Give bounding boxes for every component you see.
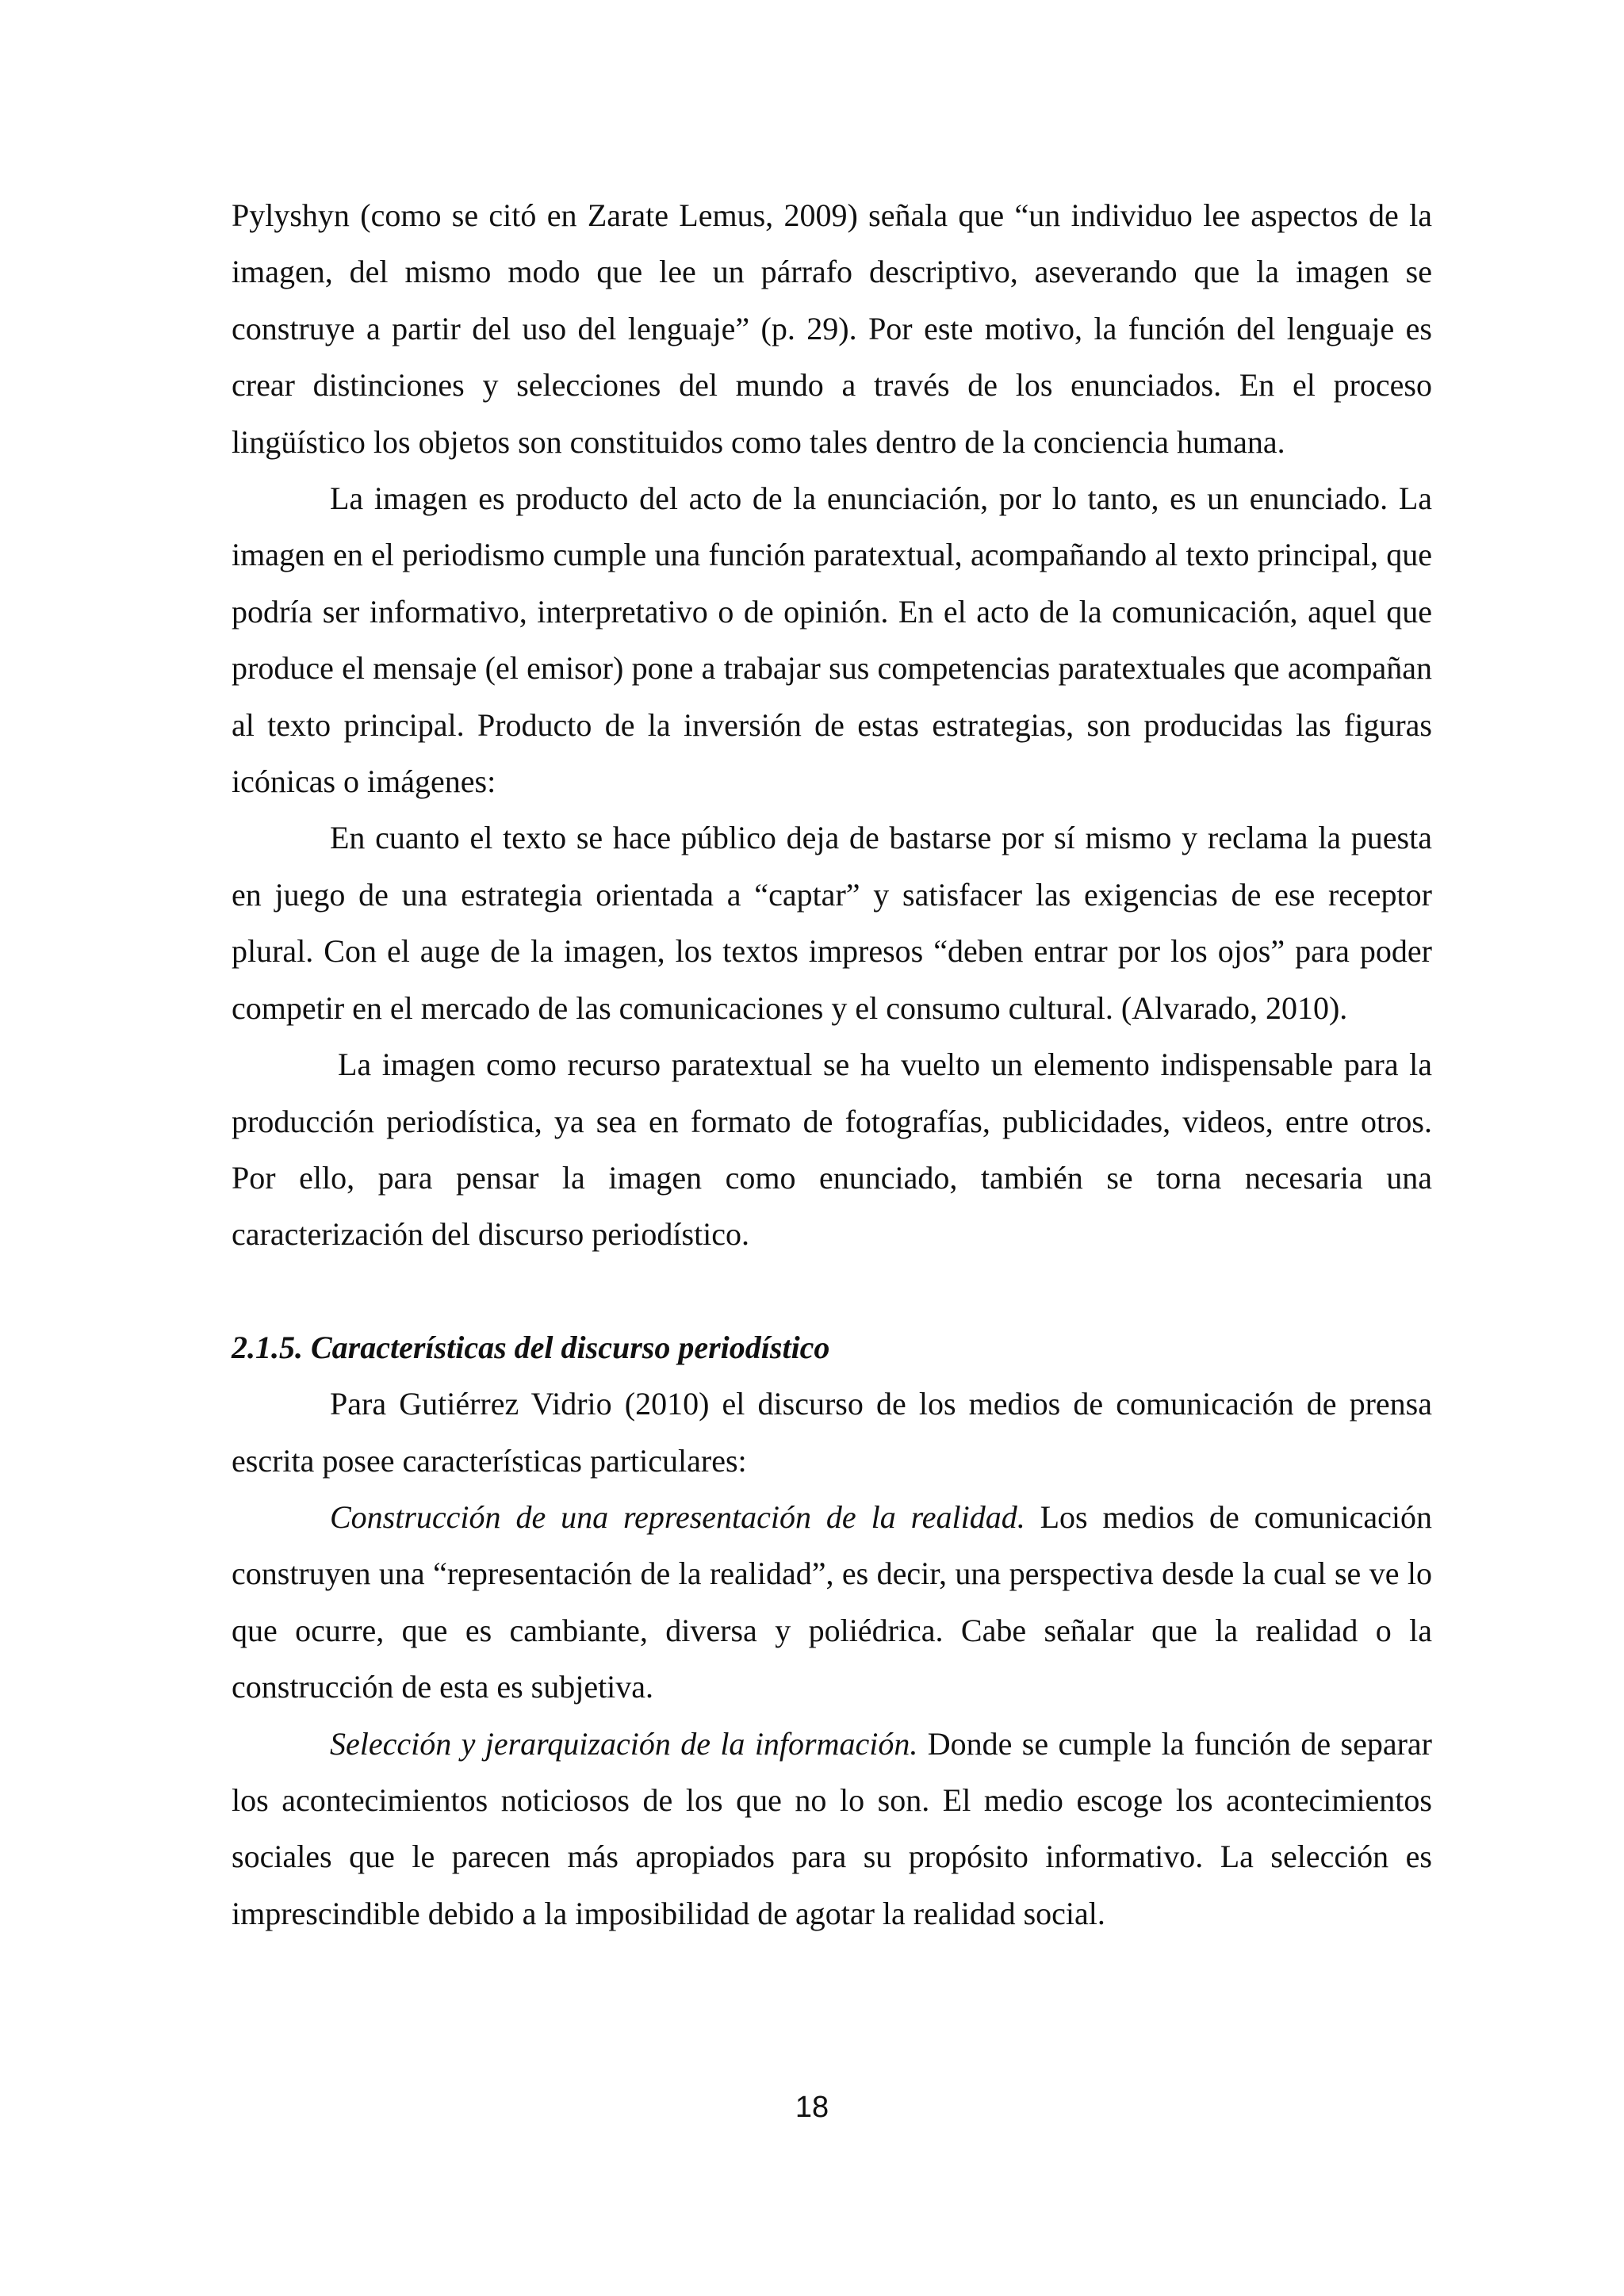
page-number: 18 (795, 2091, 829, 2124)
paragraph-gutierrez: Para Gutiérrez Vidrio (2010) el discurso de los medios de comunicación de prensa escrita posee características particulares: (232, 1386, 1432, 1479)
paragraph-seleccion (232, 1716, 1432, 1942)
section-heading: 2.1.5. Características del discurso periodístico (232, 1329, 830, 1365)
paragraph-recurso-paratextual: La imagen como recurso paratextual se ha vuelto un elemento indispensable para la producción periodística, ya sea en formato de fotografías, publicidades, videos, entre otros. Por ello, para pensar la imagen como enunciado, también se torna necesaria una caracterización del discurso periodístico. (232, 1047, 1432, 1253)
body-text (232, 187, 1432, 1942)
paragraph-quote-alvarado: En cuanto el texto se hace público deja de bastarse por sí mismo y reclama la puesta en juego de una estrategia orientada a “captar” y satisfacer las exigencias de ese receptor plural. Con el auge de la imagen, los textos impresos “deben entrar por los ojos” para poder competir en el mercado de las comunicaciones y el consumo cultural. (Alvarado, 2010). (232, 820, 1432, 1026)
paragraph-imagen-enunciado: La imagen es producto del acto de la enunciación, por lo tanto, es un enunciado. La imagen en el periodismo cumple una función paratextual, acompañando al texto principal, que podría ser informativo, interpretativo o de opinión. En el acto de la comunicación, aquel que produce el mensaje (el emisor) pone a trabajar sus competencias paratextuales que acompañan al texto principal. Producto de la inversión de estas estrategias, son producidas las figuras icónicas o imágenes: (232, 480, 1432, 800)
text-construccion: Los medios de comunicación construyen una “representación de la realidad”, es decir, una perspectiva desde la cual se ve lo que ocurre, que es cambiante, diversa y poliédrica. Cabe señalar que la realidad o la construcción de esta es subjetiva. (232, 1498, 1432, 1705)
text-seleccion: Donde se cumple la función de separar los acontecimientos noticiosos de los que no lo son. El medio escoge los acontecimientos sociales que le parecen más apropiados para su propósito informativo. La selección es imprescindible debido a la imposibilidad de agotar la realidad social. (232, 1725, 1432, 1931)
paragraph-pylyshyn: Pylyshyn (como se citó en Zarate Lemus, 2009) señala que “un individuo lee aspectos de la imagen, del mismo modo que lee un párrafo descriptivo, aseverando que la imagen se construye a partir del uso del lenguaje” (p. 29). Por este motivo, la función del lenguaje es crear distinciones y selecciones del mundo a través de los enunciados. En el proceso lingüístico los objetos son constituidos como tales dentro de la conciencia humana. (232, 197, 1432, 460)
paragraph-construccion (232, 1489, 1432, 1716)
lead-seleccion: Selección y jerarquización de la información. (330, 1725, 918, 1762)
lead-construccion: Construcción de una representación de la realidad. (330, 1498, 1025, 1535)
